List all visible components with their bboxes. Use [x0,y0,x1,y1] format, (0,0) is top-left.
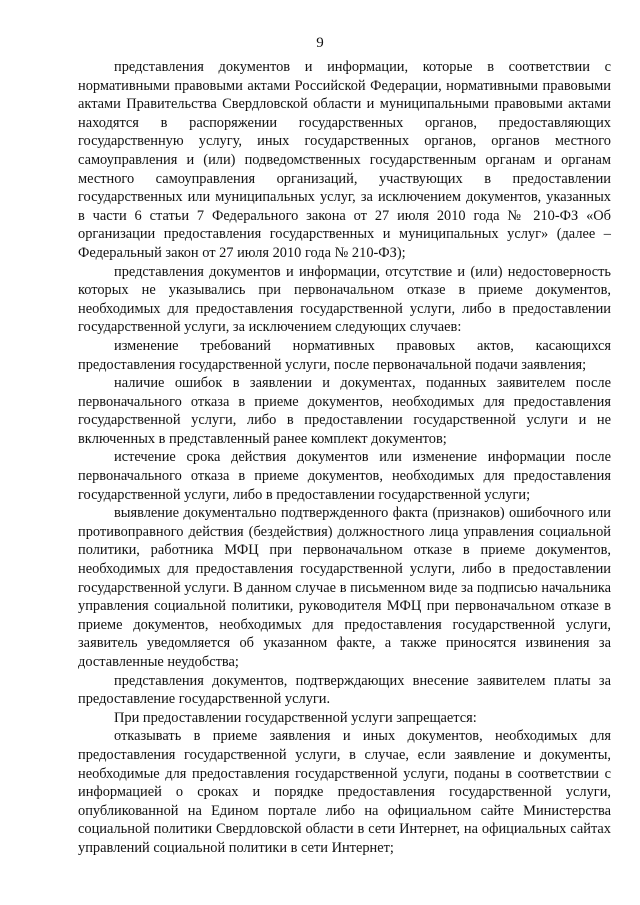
paragraph: изменение требований нормативных правовых актов, касающихся предоставления государственной услуги, после первоначальной подачи заявления; [78,337,611,373]
page-number: 9 [316,35,324,51]
paragraph: представления документов и информации, отсутствие и (или) недостоверность которых не указывались при первоначальном отказе в приеме документов, необходимых для предоставления государственной услуги, либо в предоставлении государственной услуги, за исключением следующих случаев: [78,263,611,336]
document-body [78,58,611,858]
paragraph: отказывать в приеме заявления и иных документов, необходимых для предоставления государственной услуги, в случае, если заявление и документы, необходимые для предоставления государственной услуги, поданы в соответствии с информацией о сроках и порядке предоставления государственной услуги, опубликованной на Едином портале либо на официальном сайте Министерства социальной политики Свердловской области в сети Интернет, на официальных сайтах управлений социальной политики в сети Интернет; [78,728,611,856]
paragraph: представления документов, подтверждающих внесение заявителем платы за предоставление государственной услуги. [78,672,611,708]
paragraph: При предоставлении государственной услуги запрещается: [114,709,477,726]
paragraph: истечение срока действия документов или изменение информации после первоначального отказа в приеме документов, необходимых для предоставления государственной услуги, либо в предоставлении государственной услуги; [78,449,611,503]
paragraph: представления документов и информации, которые в соответствии с нормативными правовыми актами Российской Федерации, нормативными правовыми актами Правительства Свердловской области и муниципальными правовыми актами находятся в распоряжении государственных органов, предоставляющих государственную услугу, иных государственных органов, органов местного самоуправления и (или) подведомственных государственным органам и органам местного самоуправления организаций, участвующих в предоставлении государственных или муниципальных услуг, за исключением документов, указанных в части 6 статьи 7 Федерального закона от 27 июля 2010 года № 210-ФЗ «Об организации предоставления государственных и муниципальных услуг» (далее – Федеральный закон от 27 июля 2010 года № 210-ФЗ); [78,59,611,261]
paragraph: наличие ошибок в заявлении и документах, поданных заявителем после первоначального отказа в приеме документов, необходимых для предоставления государственной услуги, либо в предоставлении государственной услуги и не включенных в представленный ранее комплект документов; [78,375,611,447]
paragraph: выявление документально подтвержденного факта (признаков) ошибочного или противоправного действия (бездействия) должностного лица управления социальной политики, работника МФЦ при первоначальном отказе в приеме документов, необходимых для предоставления государственной услуги, либо в предоставлении государственной услуги. В данном случае в письменном виде за подписью начальника управления социальной политики, руководителя МФЦ при первоначальном отказе в приеме документов, необходимых для предоставления государственной услуги, заявитель уведомляется об указанном факте, а также приносятся извинения за доставленные неудобства; [78,505,611,670]
